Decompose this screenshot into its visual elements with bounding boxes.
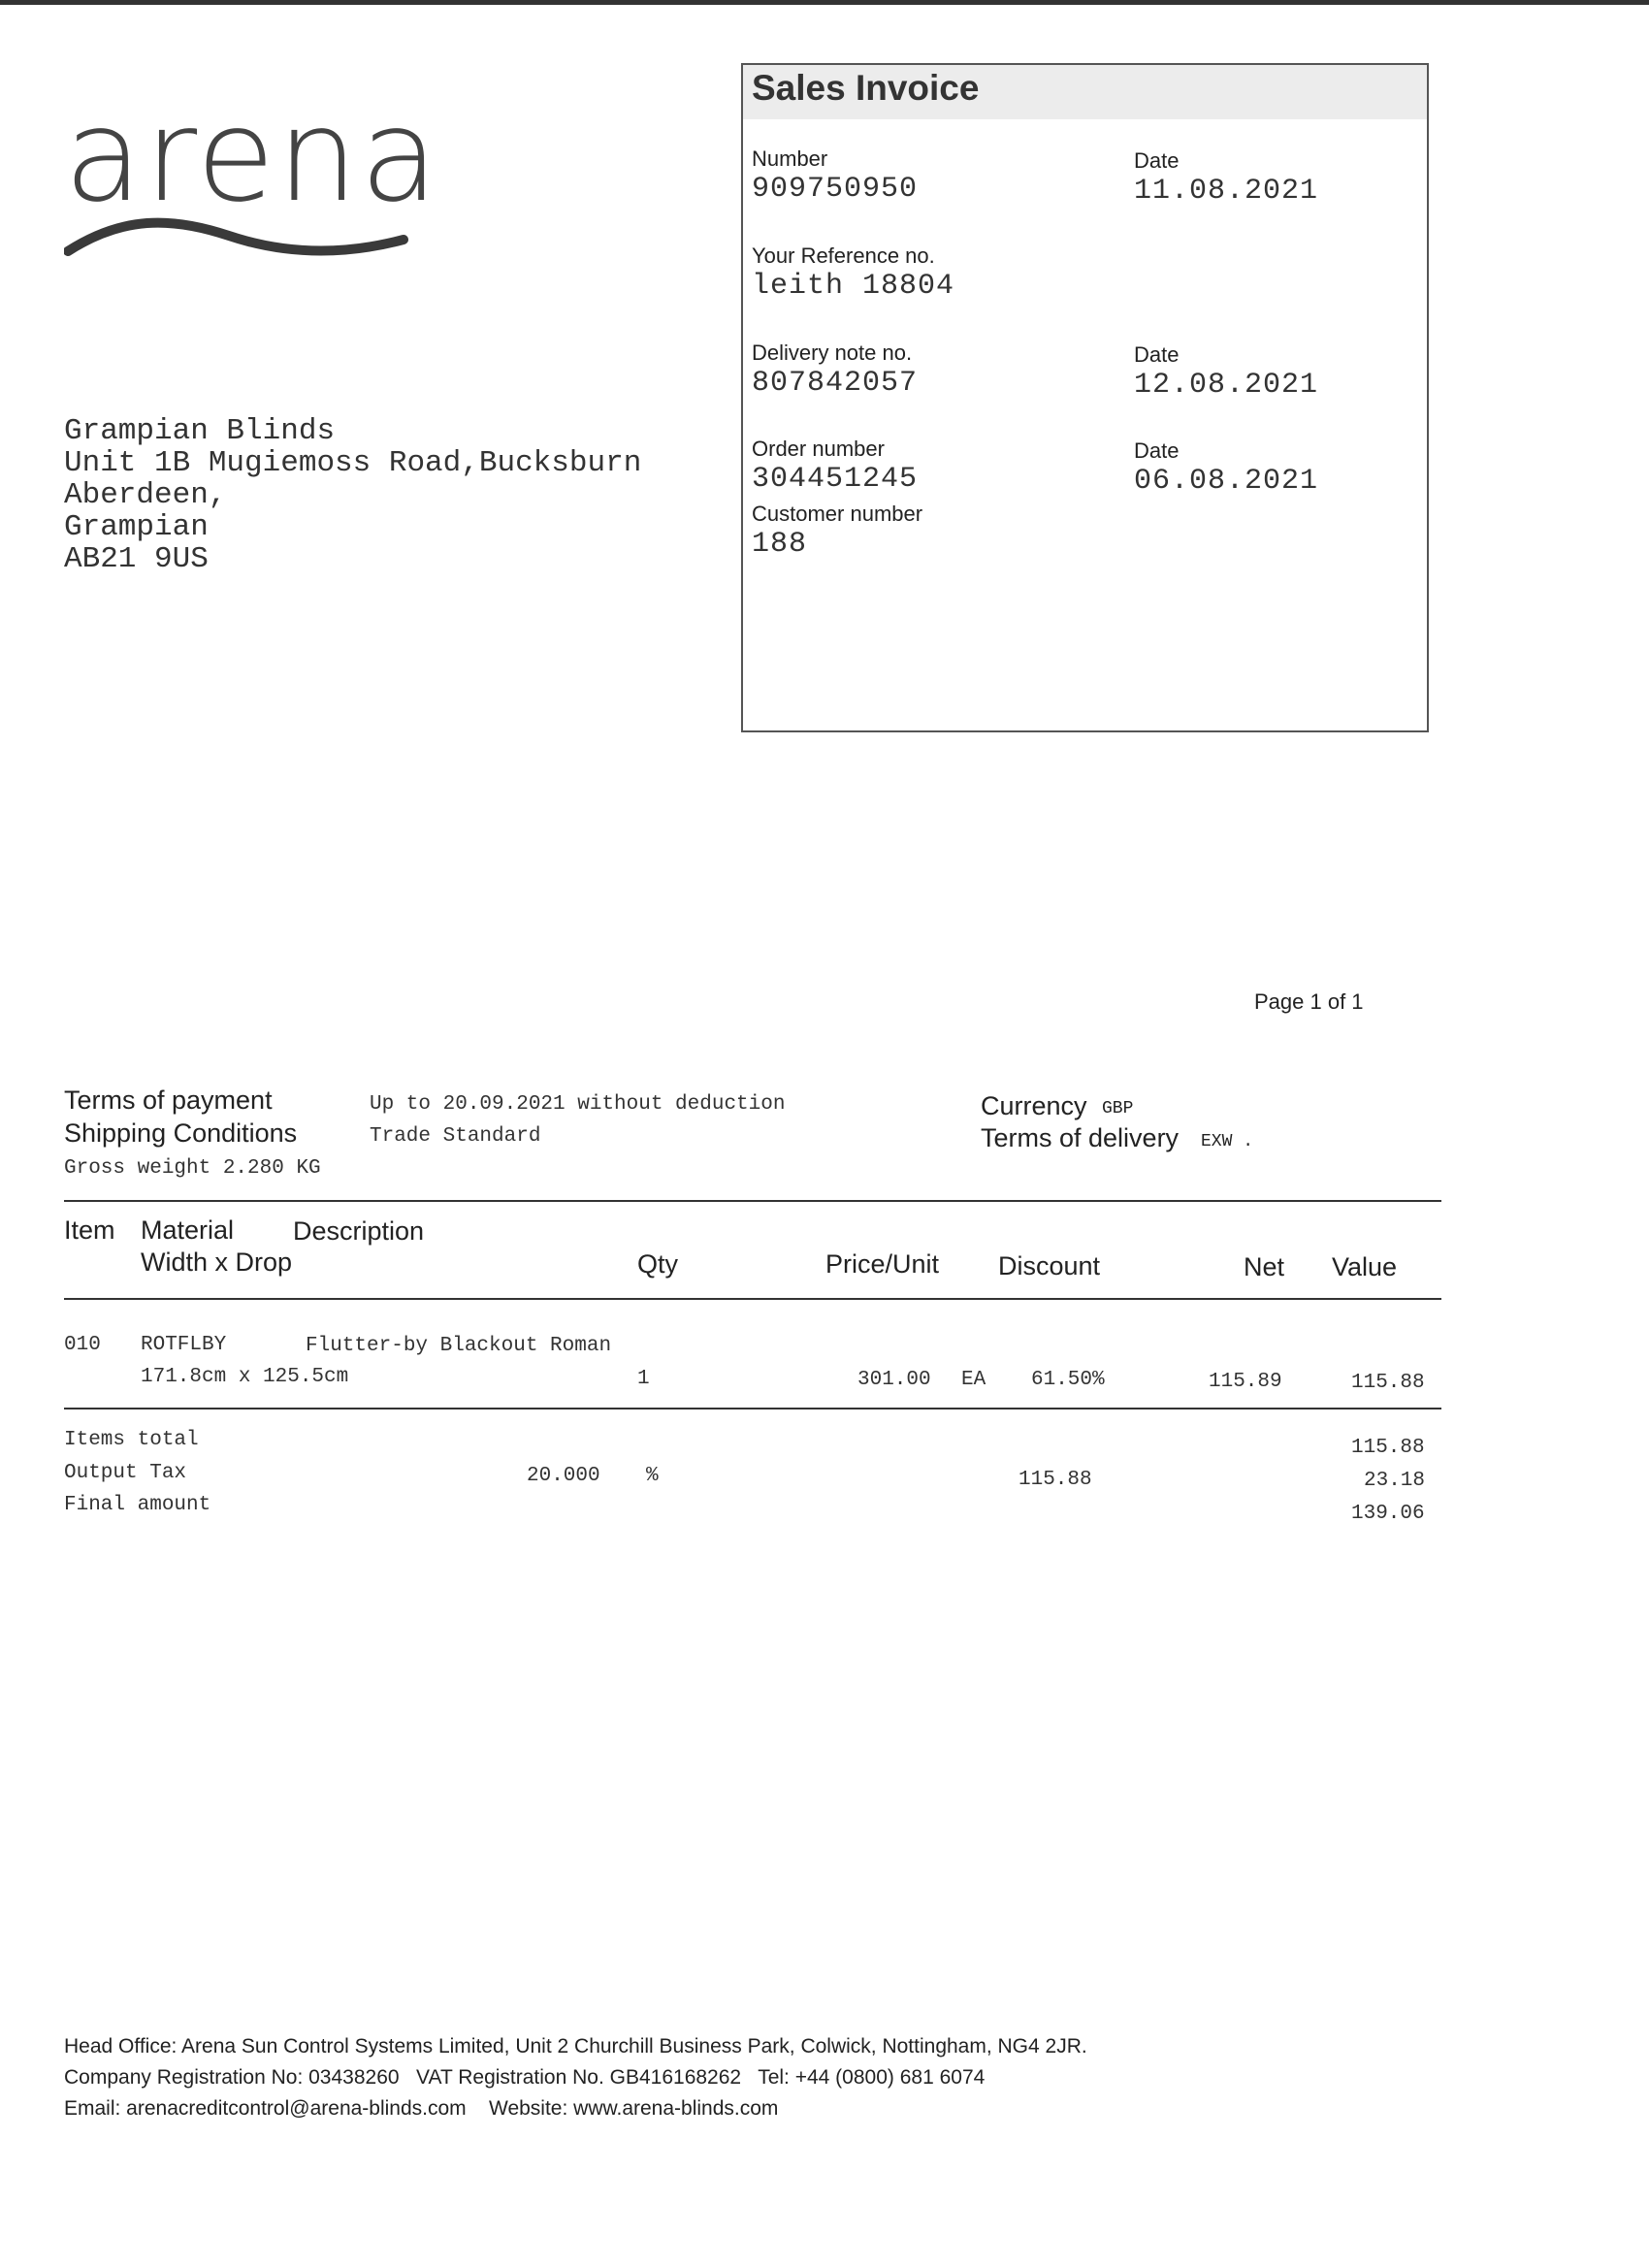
page-indicator: Page 1 of 1 [1254,989,1364,1014]
address-line: Unit 1B Mugiemoss Road,Bucksburn [64,446,642,480]
row-description: Flutter-by Blackout Roman [306,1335,612,1357]
currency-value: GBP [1102,1099,1134,1118]
divider [64,1298,1441,1300]
scan-edge [0,0,1649,5]
row-qty: 1 [637,1368,650,1390]
date-label: Date [1134,148,1180,173]
tax-base: 115.88 [1018,1469,1092,1491]
col-price-unit: Price/Unit [825,1249,940,1279]
final-amount-value: 139.06 [1351,1503,1425,1525]
address-line: Grampian [64,510,209,544]
delivery-note-label: Delivery note no. [752,340,913,365]
row-material: ROTFLBY [141,1334,227,1356]
terms-of-payment-value: Up to 20.09.2021 without deduction [370,1093,786,1116]
divider [64,1408,1441,1409]
row-net: 115.89 [1209,1371,1282,1393]
divider [64,1200,1441,1202]
row-unit: EA [961,1369,986,1391]
footer-registration: Company Registration No: 03438260 VAT Registration No. GB416168262 Tel: +44 (0800) 681 6074 [64,2066,986,2089]
row-discount: 61.50% [1031,1369,1105,1391]
address-line: Grampian Blinds [64,414,336,448]
delivery-note-number: 807842057 [752,367,919,400]
number-label: Number [752,146,828,171]
terms-of-delivery-value: EXW . [1201,1132,1254,1151]
col-qty: Qty [637,1249,679,1279]
row-price: 301.00 [857,1369,931,1391]
col-item: Item [64,1215,115,1245]
address-line: AB21 9US [64,542,209,576]
reference-value: leith 18804 [752,270,955,303]
order-date-label: Date [1134,438,1180,463]
footer-contact: Email: arenacreditcontrol@arena-blinds.com Website: www.arena-blinds.com [64,2097,779,2120]
col-description: Description [293,1216,425,1246]
gross-weight: Gross weight 2.280 KG [64,1157,321,1180]
col-material: Material [141,1215,235,1245]
terms-of-delivery-label: Terms of delivery [981,1123,1180,1152]
logo-text: arena [64,81,441,231]
footer-head-office: Head Office: Arena Sun Control Systems Limited, Unit 2 Churchill Business Park, Colwick, Nottingham, NG4 2JR. [64,2035,1087,2057]
footer [64,2031,1087,2124]
final-amount-label: Final amount [64,1494,211,1516]
invoice-date: 11.08.2021 [1134,175,1319,208]
col-value: Value [1332,1252,1398,1281]
reference-label: Your Reference no. [752,243,935,268]
delivery-date-label: Date [1134,342,1180,367]
order-date: 06.08.2021 [1134,465,1319,498]
row-item: 010 [64,1334,101,1356]
delivery-date: 12.08.2021 [1134,369,1319,402]
customer-number-label: Customer number [752,502,923,526]
items-total-value: 115.88 [1351,1437,1425,1459]
terms-of-payment-label: Terms of payment [64,1085,273,1115]
customer-number: 188 [752,528,808,561]
currency-label: Currency [981,1091,1087,1120]
customer-address [64,415,641,575]
tax-amount: 23.18 [1364,1470,1426,1492]
shipping-conditions-value: Trade Standard [370,1125,541,1148]
tax-rate: 20.000 [527,1465,600,1487]
order-number: 304451245 [752,463,919,496]
items-total-label: Items total [64,1429,199,1451]
arena-logo-icon [64,209,413,267]
address-line: Aberdeen, [64,478,227,512]
row-width-drop: 171.8cm x 125.5cm [141,1366,349,1388]
tax-percent: % [646,1465,659,1487]
invoice-number: 909750950 [752,173,919,206]
row-value: 115.88 [1351,1372,1425,1394]
shipping-conditions-label: Shipping Conditions [64,1118,298,1148]
col-discount: Discount [998,1251,1101,1280]
invoice-title: Sales Invoice [752,68,980,108]
col-net: Net [1244,1252,1285,1281]
col-width-drop: Width x Drop [141,1247,293,1277]
order-number-label: Order number [752,437,885,461]
output-tax-label: Output Tax [64,1462,187,1484]
